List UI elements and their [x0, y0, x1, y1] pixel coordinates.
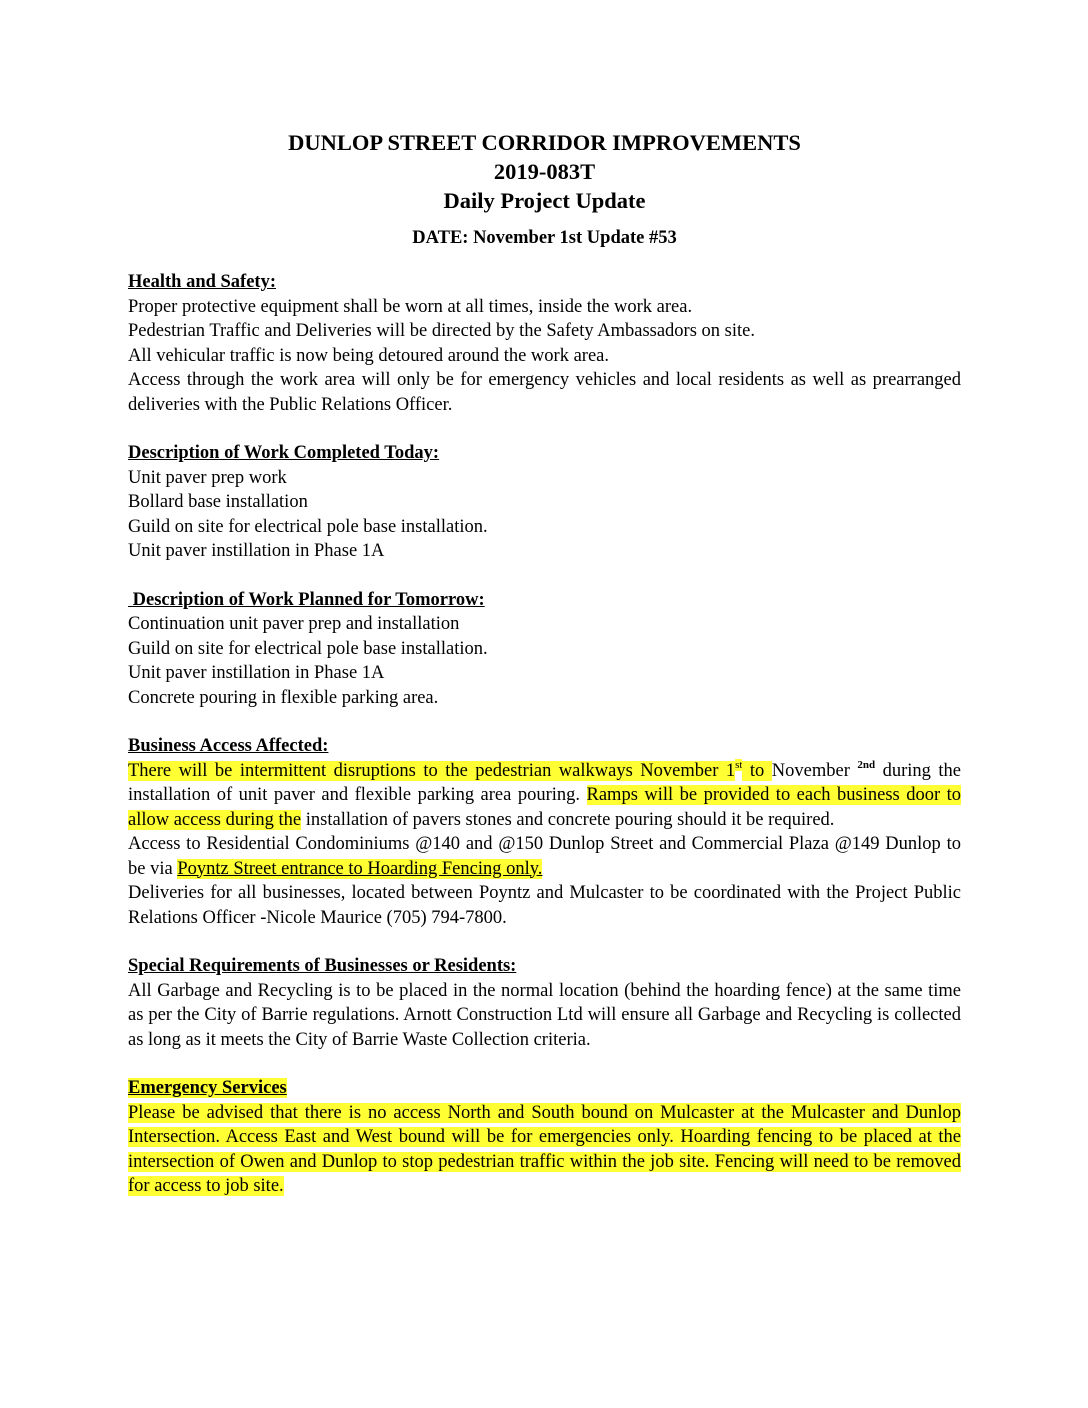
document-body	[128, 128, 961, 1199]
highlighted-text: There will be intermittent disruptions to the pedestrian walkways November 1	[128, 760, 736, 781]
business-access-disruption-paragraph	[128, 759, 961, 833]
work-completed-item: Guild on site for electrical pole base installation.	[128, 516, 488, 537]
work-completed-item: Unit paver instillation in Phase 1A	[128, 541, 385, 561]
work-planned-item: Unit paver instillation in Phase 1A	[128, 663, 385, 683]
special-requirements-paragraph: All Garbage and Recycling is to be placed in the normal location (behind the hoarding fence) at the same time as per the City of Barrie regulations. Arnott Construction Ltd will ensure all Garbage and Recycling is collected as long as it meets the City of Barrie Waste Collection criteria.	[128, 980, 961, 1050]
title-project-number: 2019-083T	[493, 159, 596, 184]
month-text: November	[771, 760, 858, 781]
highlighted-text: Please be advised that there is no access North and South bound on Mulcaster at the Mulcaster and Dunlop Intersection. Access East and West bound will be for emergencies only. Hoarding fencing to be placed at the intersection of Owen and Dunlop to stop pedestrian traffic within the job site. Fencing will need to be removed for access to job site.	[128, 1102, 961, 1196]
section-business-access	[128, 734, 961, 930]
highlighted-text: Ramps will be provided to each business door to allow access during the	[128, 785, 961, 830]
ordinal-suffix: 2nd	[857, 758, 876, 771]
health-safety-access-paragraph: Access through the work area will only be for emergency vehicles and local residents as well as prearranged deliveries with the Public Relations Officer.	[128, 370, 961, 415]
health-safety-line: Pedestrian Traffic and Deliveries will be directed by the Safety Ambassadors on site.	[128, 321, 755, 341]
body-text: during the installation of unit paver and flexible parking area pouring.	[128, 760, 961, 805]
ordinal-suffix: st	[735, 758, 743, 771]
body-text: installation of pavers stones and concrete pouring should it be required.	[301, 809, 835, 830]
section-special-requirements	[128, 954, 961, 1052]
health-safety-line: All vehicular traffic is now being detoured around the work area.	[128, 345, 609, 366]
work-planned-item: Guild on site for electrical pole base installation.	[128, 638, 488, 659]
heading-work-completed: Description of Work Completed Today:	[128, 443, 440, 463]
heading-work-planned: Description of Work Planned for Tomorrow:	[128, 589, 485, 610]
title-report-type: Daily Project Update	[443, 188, 646, 213]
section-emergency-services	[128, 1076, 961, 1199]
business-access-condo-paragraph	[128, 832, 961, 881]
body-text: Access to Residential Condominiums @140 and @150 Dunlop Street and Commercial Plaza @149 Dunlop to be via	[128, 834, 961, 879]
heading-special-requirements: Special Requirements of Businesses or Residents:	[128, 956, 517, 976]
section-work-planned	[128, 588, 961, 711]
heading-emergency-services	[128, 1076, 961, 1101]
work-completed-item: Bollard base installation	[128, 492, 308, 512]
work-planned-item: Continuation unit paver prep and installation	[128, 614, 460, 634]
section-health-safety	[128, 270, 961, 417]
work-completed-item: Unit paver prep work	[128, 467, 287, 488]
highlighted-underlined-text: Poyntz Street entrance to Hoarding Fencing only.	[177, 858, 543, 879]
work-planned-item: Concrete pouring in flexible parking area.	[128, 687, 439, 708]
date-line: DATE: November 1st Update #53	[412, 228, 677, 248]
title-project-name: DUNLOP STREET CORRIDOR IMPROVEMENTS	[288, 130, 801, 155]
heading-highlight: Emergency Services	[128, 1078, 287, 1098]
emergency-services-paragraph	[128, 1101, 961, 1199]
document-title	[128, 128, 961, 215]
section-work-completed	[128, 441, 961, 564]
business-access-deliveries-paragraph: Deliveries for all businesses, located between Poyntz and Mulcaster to be coordinated with the Project Public Relations Officer -Nicole Maurice (705) 794-7800.	[128, 883, 961, 928]
health-safety-line: Proper protective equipment shall be worn at all times, inside the work area.	[128, 296, 693, 317]
highlighted-text: to	[742, 760, 772, 781]
heading-business-access: Business Access Affected:	[128, 736, 329, 756]
heading-health-safety: Health and Safety:	[128, 272, 276, 292]
